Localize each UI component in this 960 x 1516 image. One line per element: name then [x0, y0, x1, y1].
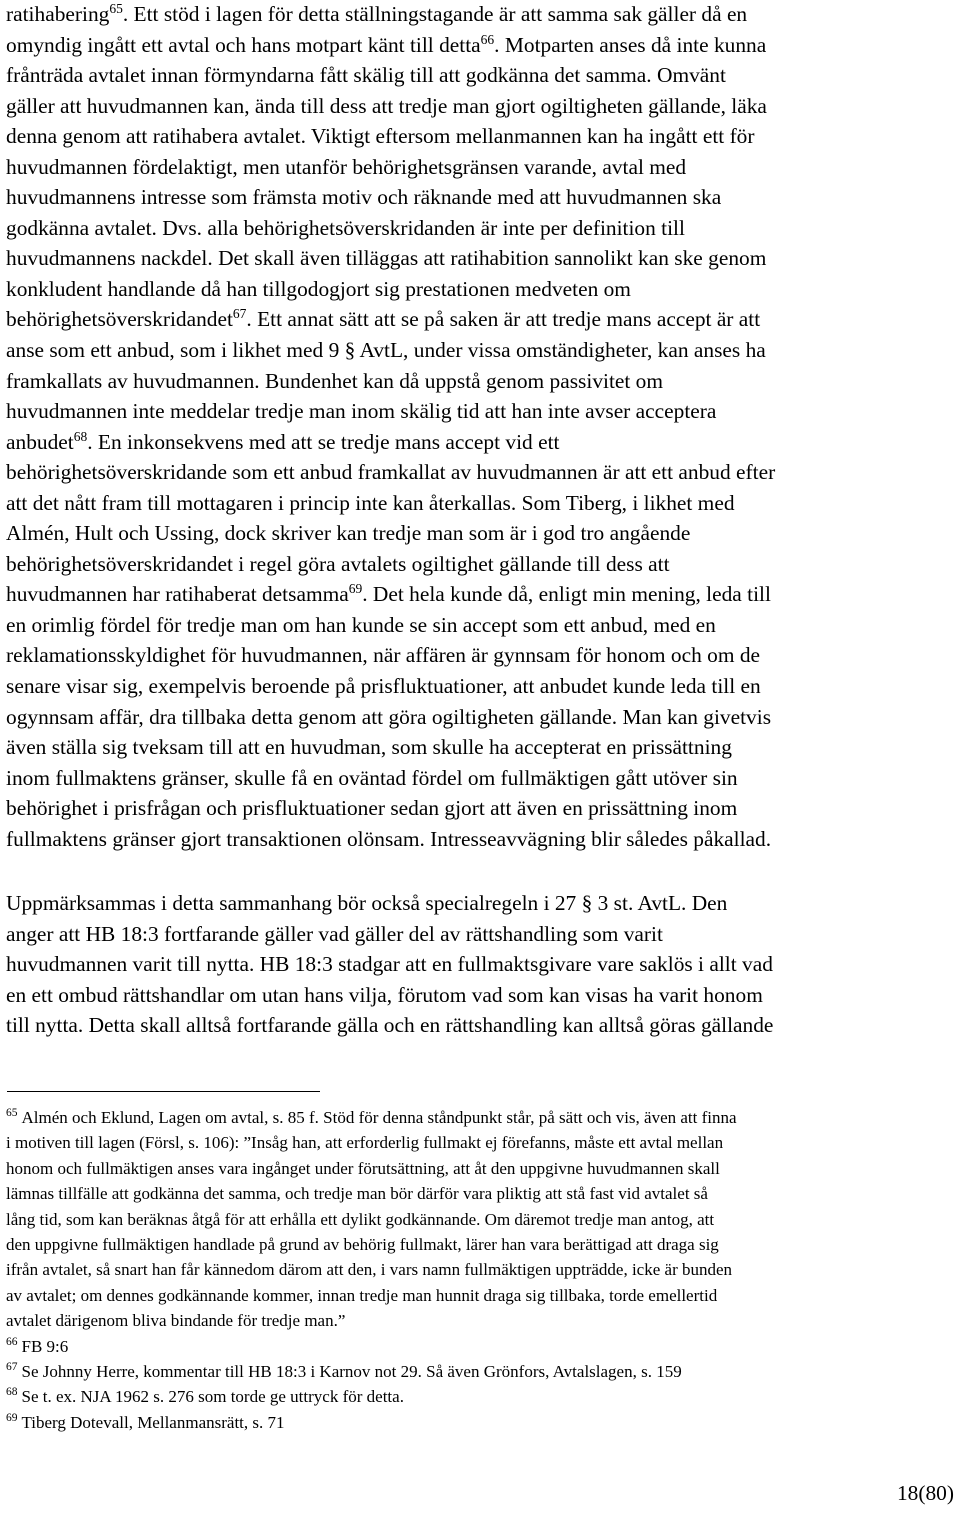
text-line [6, 427, 956, 458]
text-segment: behörighet i prisfrågan och prisfluktuationer sedan gjort att även en prissättning inom [6, 796, 738, 821]
text-segment: fullmaktens gränser gjort transaktionen olönsam. Intresseavvägning blir således påkallad. [6, 826, 772, 851]
text-segment: Se Johnny Herre, kommentar till HB 18:3 i Karnov not 29. Så även Grönfors, Avtalslagen, s. 159 [21, 1362, 682, 1382]
text-segment: inom fullmaktens gränser, skulle få en oväntad fördel om fullmäktigen gått utöver sin [6, 765, 738, 790]
text-line [6, 671, 956, 702]
text-segment: huvudmannen fördelaktigt, men utanför behörighetsgränsen varande, avtal med [6, 154, 687, 179]
text-segment: godkänna avtalet. Dvs. alla behörighetsöverskridanden är inte per definition till [6, 215, 685, 240]
footnote-reference: 69 [348, 581, 363, 597]
text-segment: den uppgivne fullmäktigen handlade på grund av behörig fullmakt, lärer han vara berättigad att draga sig [6, 1235, 719, 1255]
text-segment: FB 9:6 [21, 1336, 69, 1356]
text-line [6, 91, 956, 122]
text-segment: behörighetsöverskridandet [6, 307, 233, 332]
text-line [6, 824, 956, 855]
text-segment: anger att HB 18:3 fortfarande gäller vad gäller del av rättshandling som varit [6, 921, 663, 946]
text-segment: behörighetsöverskridande som ett anbud framkallat av huvudmannen är att ett anbud efter [6, 460, 776, 485]
body-paragraph-1 [6, 0, 956, 854]
text-line [6, 732, 956, 763]
text-line [6, 1010, 956, 1041]
text-segment: framkallats av huvudmannen. Bundenhet kan då uppstå genom passivitet om [6, 368, 664, 393]
text-line [6, 457, 956, 488]
text-segment: ogynnsam affär, dra tillbaka detta genom att göra ogiltigheten gällande. Man kan givetvis [6, 704, 772, 729]
footnote-reference: 66 [480, 31, 495, 47]
footnote-line [6, 1105, 956, 1130]
text-segment: anbudet [6, 429, 74, 454]
text-segment: en ett ombud rättshandlar om utan hans vilja, förutom vad som kan visas ha varit honom [6, 982, 763, 1007]
text-segment: att det nått fram till mottagaren i princip inte kan återkallas. Som Tiberg, i likhet med [6, 490, 735, 515]
footnote-line [6, 1384, 956, 1409]
text-line [6, 640, 956, 671]
text-line [6, 121, 956, 152]
text-segment: lämnas tillfälle att godkänna det samma, och tredje man bör därför vara pliktig att stå fast vid avtalet så [6, 1184, 708, 1204]
text-line [6, 518, 956, 549]
page-number: 18(80) [896, 1481, 954, 1505]
footnote-number: 68 [6, 1386, 18, 1399]
footnote-number: 66 [6, 1335, 18, 1348]
footnote-line [6, 1283, 956, 1308]
footnote-line [6, 1207, 956, 1232]
text-segment: gäller att huvudmannen kan, ända till dess att tredje man gjort ogiltigheten gällande, läka [6, 93, 767, 118]
text-segment: frånträda avtalet innan förmyndarna fått skälig till att godkänna det samma. Omvänt [6, 63, 726, 88]
text-line [6, 763, 956, 794]
text-line [6, 243, 956, 274]
text-line [6, 396, 956, 427]
footnote-line [6, 1334, 956, 1359]
text-segment: omyndig ingått ett avtal och hans motpart känt till detta [6, 32, 481, 57]
text-segment: en orimlig fördel för tredje man om han kunde se sin accept som ett anbud, med en [6, 612, 716, 637]
footnote-line [6, 1232, 956, 1257]
text-line [6, 30, 956, 61]
text-line [6, 213, 956, 244]
text-segment: ratihabering [6, 2, 110, 26]
footnote-number: 65 [6, 1107, 18, 1119]
footnote-line [6, 1359, 956, 1384]
text-line [6, 488, 956, 519]
text-segment: av avtalet; om dennes godkännande kommer, innan tredje man hunnit draga sig tillbaka, torde emellertid [6, 1285, 718, 1305]
footnote-line [6, 1156, 956, 1181]
text-segment: Uppmärksammas i detta sammanhang bör också specialregeln i 27 § 3 st. AvtL. Den [6, 891, 728, 915]
text-segment: ifrån avtalet, så snart han får kännedom därom att den, i vars namn fullmäktigen uppträdde, icke är bunden [6, 1260, 733, 1280]
text-line [6, 304, 956, 335]
text-line [6, 549, 956, 580]
text-segment: lång tid, som kan beräknas åtgå för att erhålla ett dylikt godkännande. Om däremot tredje man antog, att [6, 1209, 715, 1229]
footnote-number: 67 [6, 1361, 18, 1374]
text-segment: Se t. ex. NJA 1962 s. 276 som torde ge uttryck för detta. [21, 1387, 404, 1407]
text-segment: . Motparten anses då inte kunna [494, 32, 767, 57]
text-segment: även ställa sig tveksam till att en huvudman, som skulle ha accepterat en prissättning [6, 735, 732, 760]
text-line [6, 274, 956, 305]
text-line [6, 949, 956, 980]
text-segment: avtalet därigenom bliva bindande för tredje man.” [6, 1311, 346, 1331]
text-segment: denna genom att ratihabera avtalet. Viktigt eftersom mellanmannen kan ha ingått ett för [6, 124, 755, 149]
footnote-line [6, 1130, 956, 1155]
text-segment: . Det hela kunde då, enligt min mening, leda till [362, 582, 771, 607]
footnote-separator [7, 1091, 320, 1092]
text-segment: . En inkonsekvens med att se tredje mans accept vid ett [87, 429, 560, 454]
text-segment: huvudmannens intresse som främsta motiv och räknande med att huvudmannen ska [6, 185, 722, 210]
text-line [6, 980, 956, 1011]
text-line [6, 0, 956, 30]
text-line [6, 152, 956, 183]
text-segment: huvudmannen har ratihaberat detsamma [6, 582, 349, 607]
footnote-reference: 68 [73, 428, 88, 444]
text-line [6, 579, 956, 610]
text-line [6, 793, 956, 824]
footnote-line [6, 1308, 956, 1333]
text-segment: Almén och Eklund, Lagen om avtal, s. 85 f. Stöd för denna ståndpunkt står, på sätt och vis, även att finna [21, 1108, 737, 1127]
footnote-line [6, 1181, 956, 1206]
text-segment: anse som ett anbud, som i likhet med 9 § AvtL, under vissa omständigheter, kan anses ha [6, 338, 766, 363]
text-line [6, 366, 956, 397]
text-segment: konkludent handlande då han tillgodogjort sig prestationen medveten om [6, 276, 631, 301]
text-line [6, 182, 956, 213]
text-segment: till nytta. Detta skall alltså fortfarande gälla och en rättshandling kan alltså göras gällande [6, 1013, 774, 1038]
text-line [6, 702, 956, 733]
footnote-reference: 67 [232, 306, 247, 322]
text-segment: reklamationsskyldighet för huvudmannen, när affären är gynnsam för honom och om de [6, 643, 761, 668]
text-segment: huvudmannen varit till nytta. HB 18:3 stadgar att en fullmaktsgivare vare saklös i allt vad [6, 952, 773, 977]
text-segment: senare visar sig, exempelvis beroende på prisfluktuationer, att anbudet kunde leda till en [6, 674, 761, 699]
text-segment: huvudmannens nackdel. Det skall även tilläggas att ratihabition sannolikt kan ske genom [6, 246, 767, 271]
text-segment: Almén, Hult och Ussing, dock skriver kan tredje man som är i god tro angående [6, 521, 691, 546]
text-segment: i motiven till lagen (Försl, s. 106): ”Insåg han, att erforderlig fullmakt ej förefanns, måste ett avtal mellan [6, 1133, 724, 1153]
text-segment: behörighetsöverskridandet i regel göra avtalets ogiltighet gällande till dess att [6, 551, 670, 576]
text-segment: huvudmannen inte meddelar tredje man inom skälig tid att han inte avser acceptera [6, 399, 717, 424]
text-segment: honom och fullmäktigen anses vara ingånget under förutsättning, att åt den uppgivne huvudmannen skall [6, 1158, 720, 1178]
body-paragraph-2 [6, 888, 956, 1041]
text-line [6, 60, 956, 91]
text-line [6, 335, 956, 366]
text-line [6, 919, 956, 950]
text-segment: . Ett stöd i lagen för detta ställningstagande är att samma sak gäller då en [122, 2, 748, 26]
text-segment: Tiberg Dotevall, Mellanmansrätt, s. 71 [21, 1412, 285, 1432]
text-line [6, 888, 956, 919]
footnote-line [6, 1257, 956, 1282]
footnote-number: 69 [6, 1411, 18, 1424]
footnote-line [6, 1410, 956, 1435]
text-segment: . Ett annat sätt att se på saken är att tredje mans accept är att [246, 307, 761, 332]
text-line [6, 610, 956, 641]
footnote-reference: 65 [109, 1, 123, 16]
footnotes [6, 1105, 956, 1435]
